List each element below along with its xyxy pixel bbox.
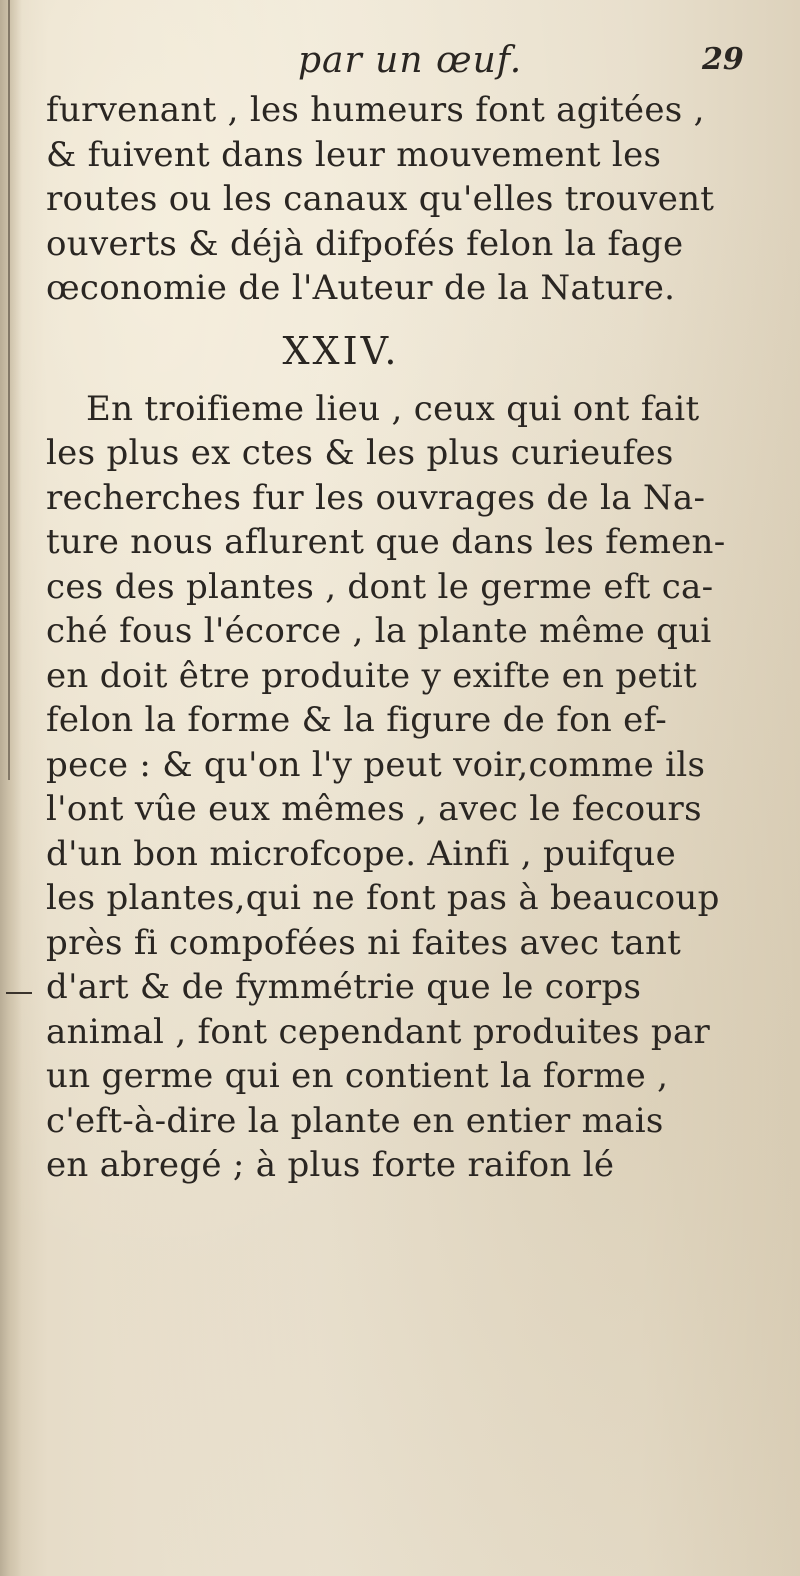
- text-line: œconomie de l'Auteur de la Nature.: [46, 268, 676, 308]
- text-line: les plantes,qui ne font pas à beaucoup: [46, 878, 720, 918]
- paragraph-first-line: En troifieme lieu , ceux qui ont fait: [86, 388, 700, 429]
- text-line: animal , font cependant produites par: [46, 1011, 711, 1052]
- text-line: en doit être produite y exifte en petit: [46, 655, 697, 696]
- text-line: ouverts & déjà difpofés felon la fage: [46, 223, 684, 264]
- text-line: ture nous aflurent que dans les femen-: [46, 522, 726, 562]
- text-line: furvenant , les humeurs font agitées ,: [46, 90, 705, 130]
- text-line: ces des plantes , dont le germe eft ca-: [46, 566, 714, 607]
- text-line: un germe qui en contient la forme ,: [46, 1056, 669, 1096]
- text-line: d'art & de fymmétrie que le corps: [46, 967, 642, 1007]
- section-heading: XXIV.: [282, 328, 400, 373]
- text-line: c'eft-à-dire la plante en entier mais: [46, 1100, 664, 1141]
- text-line: & fuivent dans leur mouvement les: [46, 134, 662, 175]
- text-line: près fi compofées ni faites avec tant: [46, 922, 682, 963]
- running-head: [0, 40, 800, 90]
- text-line: les plus ex ctes & les plus curieufes: [46, 433, 674, 473]
- text-line: recherches fur les ouvrages de la Na-: [46, 477, 706, 518]
- text-line: pece : & qu'on l'y peut voir,comme ils: [46, 744, 706, 785]
- text-block: [46, 88, 776, 1188]
- text-line: d'un bon microfcope. Ainfi , puifque: [46, 833, 677, 874]
- text-line: routes ou les canaux qu'elles trouvent: [46, 179, 715, 219]
- text-line: ché fous l'écorce , la plante même qui: [46, 611, 712, 651]
- text-line: l'ont vûe eux mêmes , avec le fecours: [46, 789, 702, 829]
- page-number: 29: [702, 42, 744, 77]
- page-edge: [0, 0, 22, 1576]
- margin-mark: [6, 992, 32, 994]
- running-title: par un œuf.: [298, 40, 523, 81]
- text-line: felon la forme & la figure de fon ef-: [46, 700, 668, 740]
- text-line: en abregé ; à plus forte raifon lé: [46, 1145, 615, 1185]
- page-edge-line: [8, 0, 10, 780]
